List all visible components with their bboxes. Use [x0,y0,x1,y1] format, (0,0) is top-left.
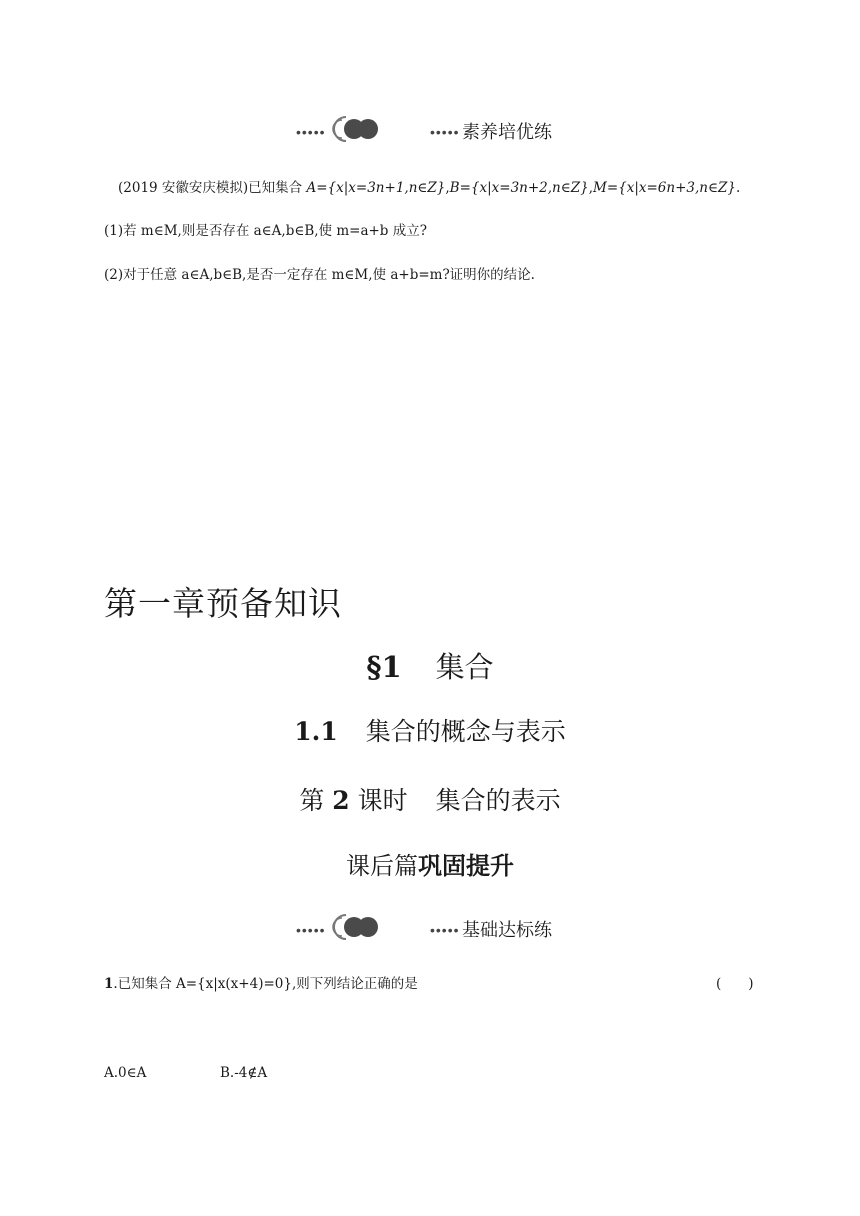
lesson-prefix: 第 [299,786,333,815]
lesson-suffix: 课时 [349,786,408,815]
answer-bracket: ( ) [716,976,754,992]
option-a: A.0∈A [104,1065,147,1081]
banner-dots-right: ••••• [430,922,460,938]
double-circle-icon [332,114,386,144]
section-banner-1 [296,114,596,148]
lesson-title [0,781,860,817]
banner-label: 素养培优练 [462,122,552,143]
problem-intro [118,179,740,197]
after-class-normal: 课后篇 [346,852,418,880]
section-title [0,645,860,686]
problem-q1: (1)若 m∈M,则是否存在 a∈A,b∈B,使 m=a+b 成立? [104,223,427,239]
option-b: B.-4∉A [220,1065,268,1081]
sentence-end: . [735,180,741,196]
lesson-number: 2 [332,786,350,815]
section-name: 集合 [435,650,494,684]
problem-intro-prefix: (2019 安徽安庆模拟)已知集合 [118,180,307,196]
lesson-name: 集合的表示 [435,786,561,815]
subsection-number: 1.1 [294,717,338,746]
banner-dots-right: ••••• [430,124,460,140]
set-a: A={x|x=3n+1,n∈Z} [306,180,446,196]
after-class-title [0,846,860,881]
banner-dots-left: ••••• [296,124,326,140]
question-1 [104,975,418,993]
subsection-name: 集合的概念与表示 [365,717,566,746]
banner-dots-left: ••••• [296,922,326,938]
problem-q2: (2)对于任意 a∈A,b∈B,是否一定存在 m∈M,使 a+b=m?证明你的结论. [104,267,535,283]
question-number: 1 [104,976,114,992]
separator: , [445,180,450,196]
double-circle-icon [332,912,386,942]
question-text: .已知集合 A={x|x(x+4)=0},则下列结论正确的是 [113,976,418,992]
subsection-title [0,712,860,748]
set-m: M={x|x=6n+3,n∈Z} [593,180,736,196]
after-class-bold: 巩固提升 [418,852,514,880]
section-banner-2 [296,912,596,946]
chapter-title: 第一章预备知识 [104,584,342,623]
section-number: §1 [366,650,402,684]
separator: , [588,180,593,196]
banner-label: 基础达标练 [462,920,552,941]
set-b: B={x|x=3n+2,n∈Z} [449,180,589,196]
